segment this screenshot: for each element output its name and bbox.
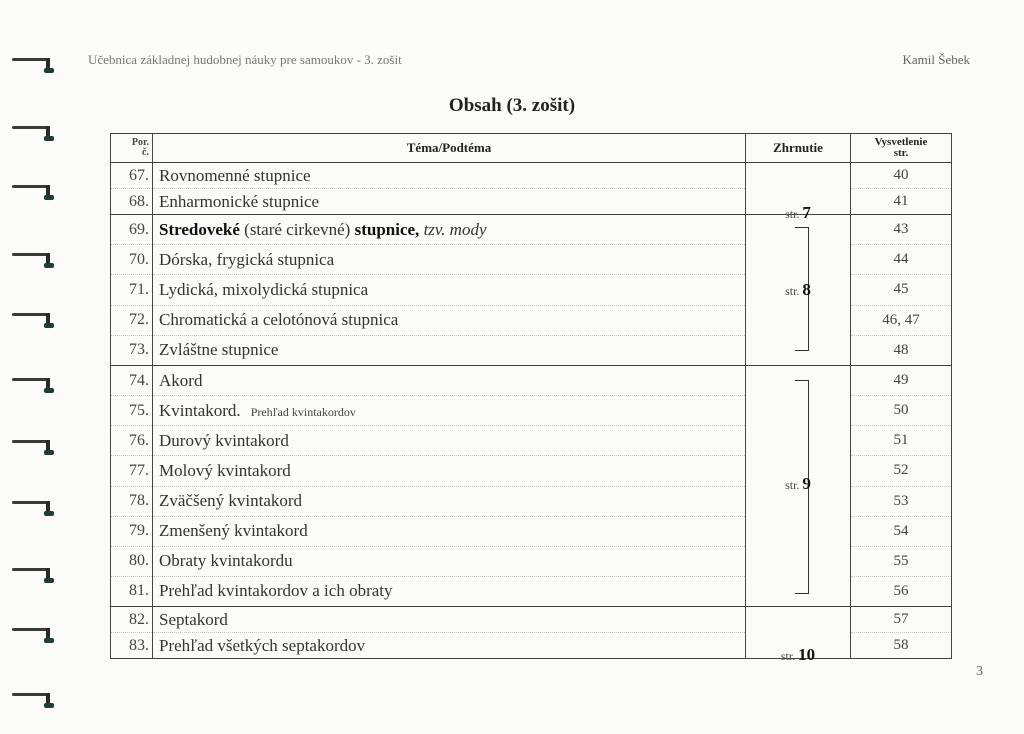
row-page: 43 [851,215,952,245]
row-number: 80. [111,546,153,576]
row-page: 49 [851,366,952,396]
summary-reference: str. 8 [785,280,811,299]
row-number: 74. [111,366,153,396]
column-header-number: Por. č. [111,134,153,163]
summary-cell [746,366,851,607]
table-row [111,163,952,189]
row-number: 83. [111,633,153,659]
row-page: 50 [851,396,952,426]
binding-ring [8,305,52,327]
row-number: 81. [111,576,153,606]
row-number: 76. [111,426,153,456]
row-page: 46, 47 [851,305,952,335]
row-topic: Kvintakord. Prehľad kvintakordov [153,396,746,426]
row-topic: Lydická, mixolydická stupnica [153,275,746,305]
table-row [111,607,952,633]
table-row [111,215,952,245]
table-row [111,366,952,396]
row-page: 41 [851,189,952,215]
row-page: 45 [851,275,952,305]
summary-reference: str. 7 [785,202,811,222]
row-page: 54 [851,516,952,546]
summary-reference: str. 9 [785,474,811,493]
author-name: Kamil Šebek [902,52,970,67]
page-number: 3 [976,664,983,679]
row-page: 48 [851,335,952,365]
summary-cell [746,607,851,664]
row-page: 40 [851,163,952,189]
row-number: 75. [111,396,153,426]
binding-ring [8,560,52,582]
row-page: 58 [851,633,952,659]
row-topic: Stredoveké (staré cirkevné) stupnice, tzv. mody [153,215,746,245]
summary-cell [746,163,851,222]
row-topic: Zvláštne stupnice [153,335,746,365]
binding-ring [8,177,52,199]
row-page: 51 [851,426,952,456]
row-topic: Septakord [153,607,746,633]
row-topic: Rovnomenné stupnice [153,163,746,189]
row-page: 57 [851,607,952,633]
row-number: 71. [111,275,153,305]
binding-ring [8,620,52,642]
summary-cell [746,215,851,366]
row-topic: Enharmonické stupnice [153,189,746,215]
binding-ring [8,118,52,140]
page-title: Obsah (3. zošit) [448,95,576,116]
binding-ring [8,245,52,267]
row-topic: Obraty kvintakordu [153,546,746,576]
binding-ring [8,50,52,72]
row-page: 53 [851,486,952,516]
row-number: 82. [111,607,153,633]
row-number: 67. [111,163,153,189]
book-title: Učebnica základnej hudobnej náuky pre samoukov - 3. zošit [88,52,402,67]
binding-ring [8,685,52,707]
table-header-row [111,134,952,163]
contents-table [110,133,952,664]
row-topic: Prehľad všetkých septakordov [153,633,746,659]
row-number: 79. [111,516,153,546]
row-topic: Akord [153,366,746,396]
row-page: 52 [851,456,952,486]
row-topic: Zväčšený kvintakord [153,486,746,516]
row-topic: Zmenšený kvintakord [153,516,746,546]
row-subtopic: Prehľad kvintakordov [250,404,356,419]
row-page: 55 [851,546,952,576]
binding-ring [8,493,52,515]
row-page: 44 [851,245,952,275]
column-header-topic: Téma/Podtéma [153,134,746,163]
row-topic: Molový kvintakord [153,456,746,486]
row-number: 78. [111,486,153,516]
row-topic: Prehľad kvintakordov a ich obraty [153,576,746,606]
row-topic: Chromatická a celotónová stupnica [153,305,746,335]
row-number: 77. [111,456,153,486]
column-header-summary: Zhrnutie [746,134,851,163]
row-number: 68. [111,189,153,215]
summary-reference: str. 10 [780,644,816,664]
row-number: 73. [111,335,153,365]
row-number: 70. [111,245,153,275]
binding-ring [8,432,52,454]
binding-ring [8,370,52,392]
column-header-pages: Vysvetlenie str. [851,134,952,163]
row-number: 72. [111,305,153,335]
row-number: 69. [111,215,153,245]
row-page: 56 [851,576,952,606]
spiral-binding [8,40,58,720]
row-topic: Dórska, frygická stupnica [153,245,746,275]
row-topic: Durový kvintakord [153,426,746,456]
